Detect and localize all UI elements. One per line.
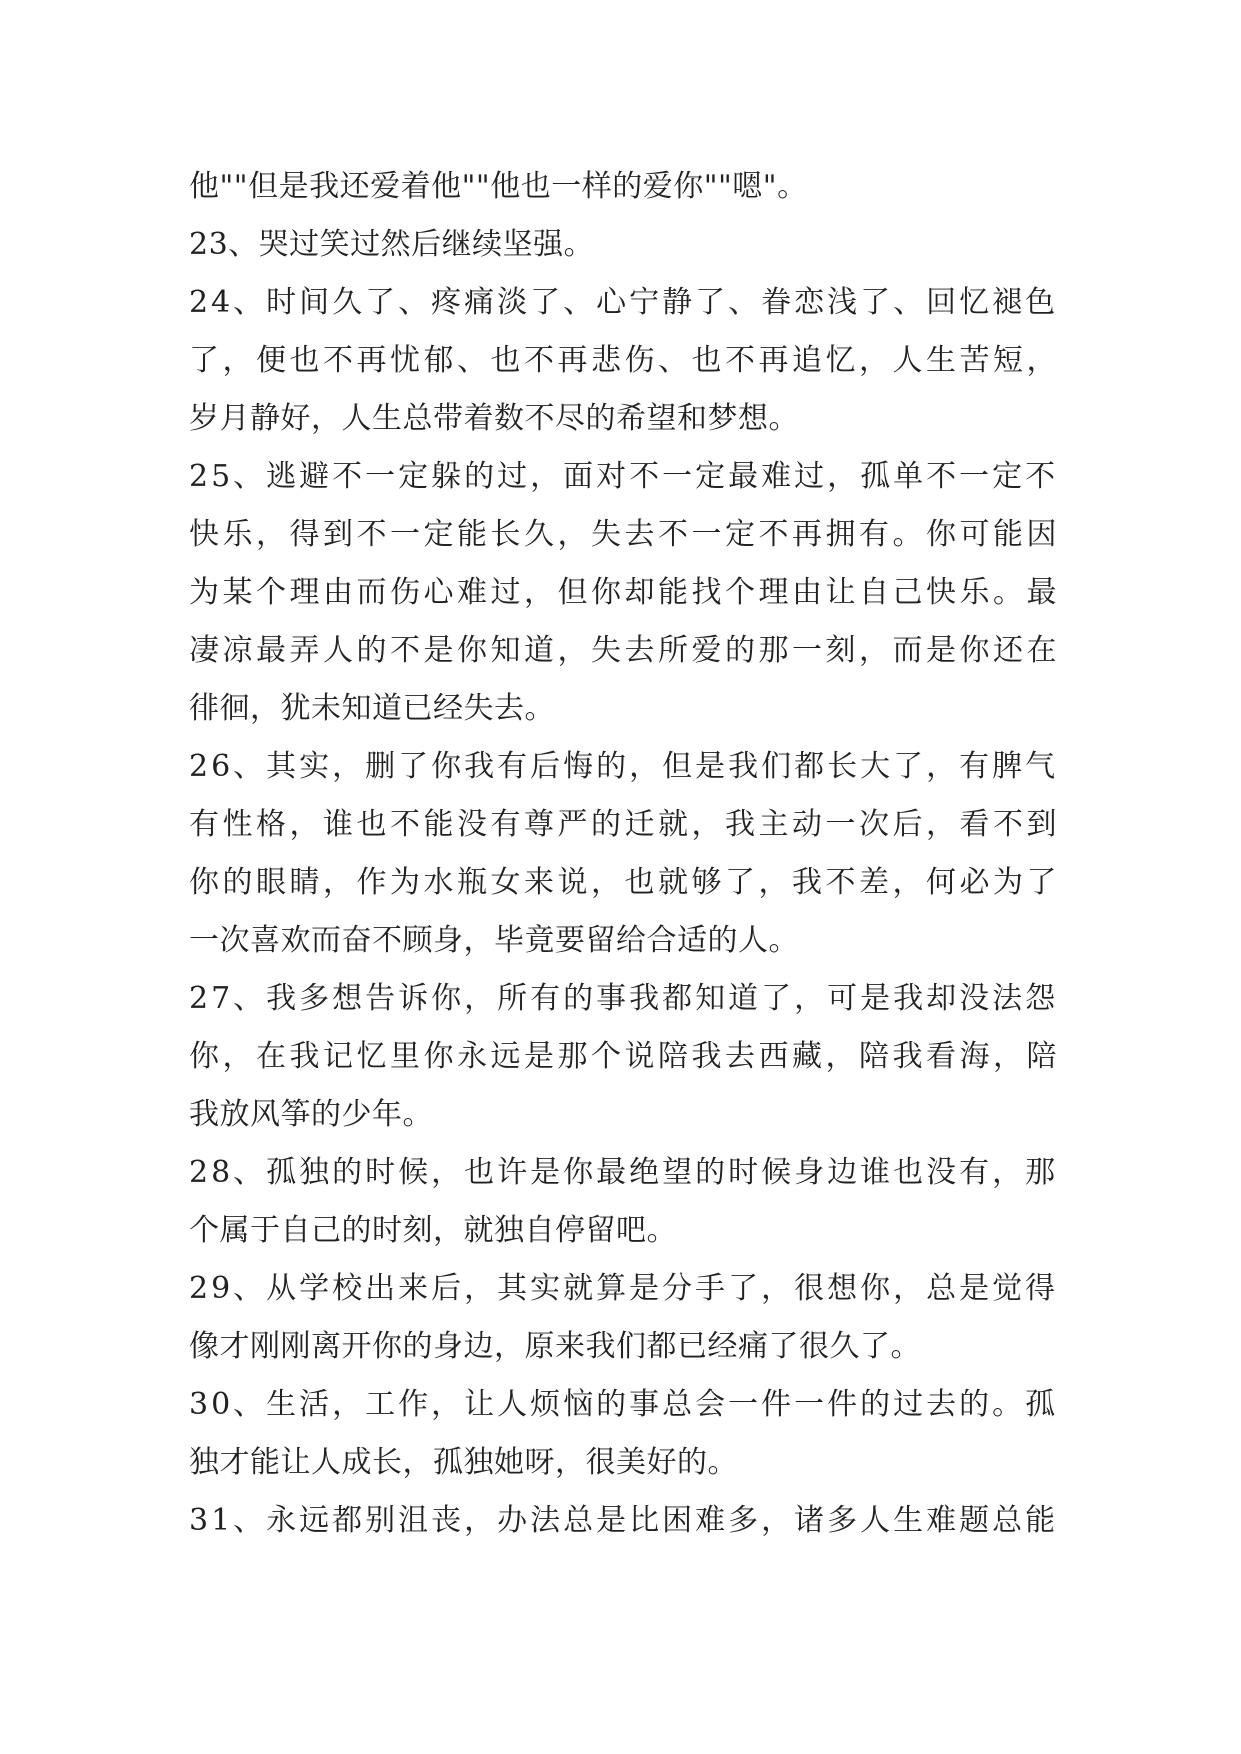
text-line: 23、哭过笑过然后继续坚强。 bbox=[189, 227, 595, 262]
text-line: 我放风筝的少年。 bbox=[189, 1097, 433, 1132]
text-line: 一次喜欢而奋不顾身，毕竟要留给合适的人。 bbox=[189, 923, 799, 958]
text-line: 27、我多想告诉你，所有的事我都知道了，可是我却没法怨 bbox=[189, 981, 1059, 1016]
text-line: 徘徊，犹未知道已经失去。 bbox=[189, 691, 555, 726]
text-line: 24、时间久了、疼痛淡了、心宁静了、眷恋浅了、回忆褪色 bbox=[189, 285, 1059, 320]
text-line: 你，在我记忆里你永远是那个说陪我去西藏，陪我看海，陪 bbox=[189, 1039, 1060, 1074]
text-line: 个属于自己的时刻，就独自停留吧。 bbox=[189, 1213, 677, 1248]
text-line: 凄凉最弄人的不是你知道，失去所爱的那一刻，而是你还在 bbox=[189, 633, 1060, 668]
document-body bbox=[189, 158, 1069, 1550]
text-line: 29、从学校出来后，其实就算是分手了，很想你，总是觉得 bbox=[189, 1271, 1059, 1306]
text-line: 他""但是我还爱着他""他也一样的爱你""嗯"。 bbox=[189, 169, 808, 204]
text-line: 独才能让人成长，孤独她呀，很美好的。 bbox=[189, 1445, 738, 1480]
text-line: 26、其实，删了你我有后悔的，但是我们都长大了，有脾气 bbox=[189, 749, 1059, 784]
text-line: 了，便也不再忧郁、也不再悲伤、也不再追忆，人生苦短， bbox=[189, 343, 1060, 378]
text-line: 快乐，得到不一定能长久，失去不一定不再拥有。你可能因 bbox=[189, 517, 1060, 552]
text-line: 30、生活，工作，让人烦恼的事总会一件一件的过去的。孤 bbox=[189, 1387, 1059, 1422]
text-line: 为某个理由而伤心难过，但你却能找个理由让自己快乐。最 bbox=[189, 575, 1060, 610]
text-line: 有性格，谁也不能没有尊严的迁就，我主动一次后，看不到 bbox=[189, 807, 1060, 842]
text-line: 岁月静好，人生总带着数不尽的希望和梦想。 bbox=[189, 401, 799, 436]
text-line: 28、孤独的时候，也许是你最绝望的时候身边谁也没有，那 bbox=[189, 1155, 1059, 1190]
text-line: 像才刚刚离开你的身边，原来我们都已经痛了很久了。 bbox=[189, 1329, 921, 1364]
text-line: 25、逃避不一定躲的过，面对不一定最难过，孤单不一定不 bbox=[189, 459, 1059, 494]
text-line: 你的眼睛，作为水瓶女来说，也就够了，我不差，何必为了 bbox=[189, 865, 1060, 900]
text-line: 31、永远都别沮丧，办法总是比困难多，诸多人生难题总能 bbox=[189, 1503, 1059, 1538]
